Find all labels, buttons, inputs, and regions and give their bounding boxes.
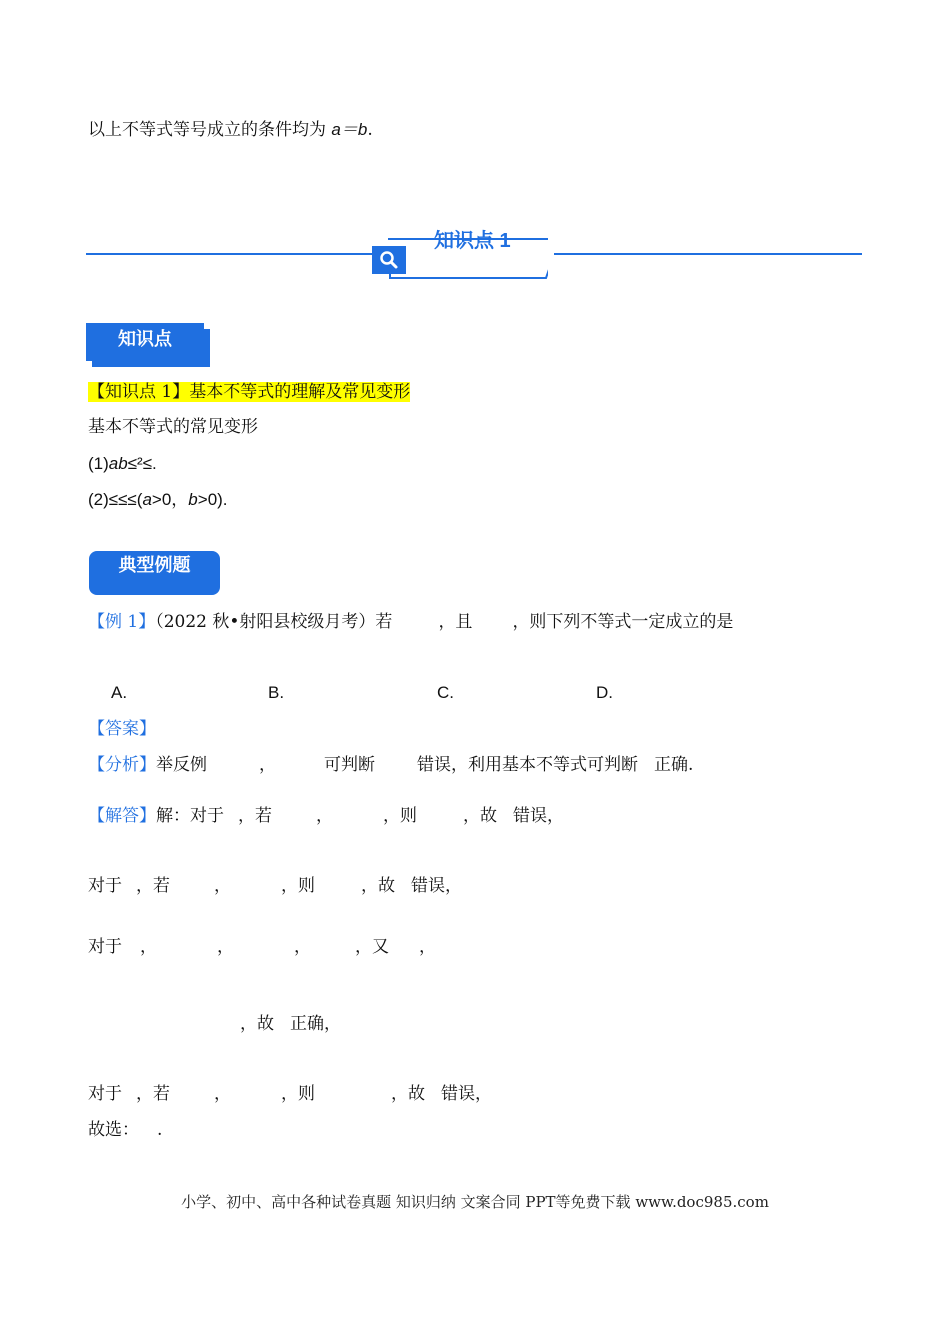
intro-text: 以上不等式等号成立的条件均为 [88, 120, 332, 140]
solution-2-f: 错误， [411, 876, 462, 896]
formula-1-math: ab [108, 454, 128, 473]
subheading: 基本不等式的常见变形 [88, 417, 258, 437]
intro-suffix: . [367, 120, 373, 140]
analysis-tag: 【分析】 [88, 755, 156, 775]
option-a: A. [111, 683, 128, 702]
example-line [88, 611, 733, 633]
solution-6-a: 故选： [88, 1120, 139, 1140]
solution-1-f: 错误， [513, 806, 564, 826]
option-d: D. [596, 683, 613, 702]
solution-2-d: ，则 [281, 876, 315, 896]
solution-1-c: ， [316, 806, 333, 826]
solution-tag: 【解答】 [88, 806, 156, 826]
footer-text: 小学、初中、高中各种试卷真题 知识归纳 文案合同 PPT等免费下载 www.doc985.com [181, 1193, 769, 1211]
analysis-text-2: ， [259, 755, 276, 775]
analysis-text-1: 举反例 [156, 755, 207, 775]
solution-6-b: . [157, 1120, 163, 1140]
formula-2-label: (2)≤≤≤( [88, 490, 143, 509]
solution-4-b: 正确， [290, 1014, 341, 1034]
solution-5-a: 对于 [88, 1084, 122, 1104]
analysis-line [88, 754, 693, 776]
banner-title: 知识点 1 [434, 230, 511, 252]
solution-2-c: ， [214, 876, 231, 896]
formula-1-rest: ≤²≤. [127, 454, 157, 473]
knowledge-heading [88, 381, 410, 403]
solution-line-3 [88, 936, 436, 958]
formula-2 [88, 489, 228, 511]
option-c: C. [437, 683, 454, 702]
solution-5-c: ， [214, 1084, 231, 1104]
solution-5-f: 错误， [441, 1084, 492, 1104]
analysis-text-4: 错误，利用基本不等式可判断 [417, 755, 638, 775]
solution-2-b: ，若 [136, 876, 170, 896]
solution-2-a: 对于 [88, 876, 122, 896]
intro-math: a＝b [331, 120, 368, 139]
solution-1-a: 解：对于 [156, 806, 224, 826]
formula-2-b: b [188, 490, 198, 509]
formula-2-a: a [142, 490, 152, 509]
solution-1-b: ，若 [238, 806, 272, 826]
examples-tab: 典型例题 [89, 551, 220, 595]
solution-2-e: ，故 [361, 876, 395, 896]
example-source: （2022 秋•射阳县校级月考）若 [155, 612, 393, 632]
solution-3-b: ， [140, 937, 157, 957]
knowledge-heading-text: 【知识点 1】基本不等式的理解及常见变形 [88, 382, 411, 402]
solution-line-1 [88, 805, 564, 827]
analysis-text-5: 正确. [654, 755, 694, 775]
formula-2-end: >0). [197, 490, 228, 509]
solution-3-c: ， [217, 937, 234, 957]
solution-5-d: ，则 [281, 1084, 315, 1104]
example-tag: 【例 1】 [88, 612, 156, 632]
example-part-2: ，则下列不等式一定成立的是 [512, 612, 734, 632]
banner-rule-right [554, 253, 862, 255]
formula-1 [88, 453, 157, 475]
solution-4-a: ，故 [240, 1014, 274, 1034]
solution-5-e: ，故 [391, 1084, 425, 1104]
answer-tag: 【答案】 [88, 719, 156, 739]
solution-1-e: ，故 [463, 806, 497, 826]
solution-3-f: ， [419, 937, 436, 957]
solution-line-2 [88, 875, 462, 897]
option-b: B. [268, 683, 285, 702]
solution-1-d: ，则 [383, 806, 417, 826]
example-part-1: ，且 [438, 612, 473, 632]
solution-line-5 [88, 1083, 492, 1105]
solution-line-4 [240, 1013, 341, 1035]
solution-3-a: 对于 [88, 937, 122, 957]
solution-line-6 [88, 1119, 162, 1141]
intro-line [88, 119, 373, 141]
search-icon [372, 246, 406, 274]
knowledge-tab: 知识点 [86, 323, 204, 361]
solution-3-d: ， [294, 937, 311, 957]
solution-5-b: ，若 [136, 1084, 170, 1104]
banner-rule-left [86, 253, 372, 255]
analysis-text-3: 可判断 [324, 755, 375, 775]
solution-3-e: ，又 [355, 937, 389, 957]
formula-2-mid: >0， [151, 490, 189, 509]
formula-1-label: (1) [88, 454, 109, 473]
